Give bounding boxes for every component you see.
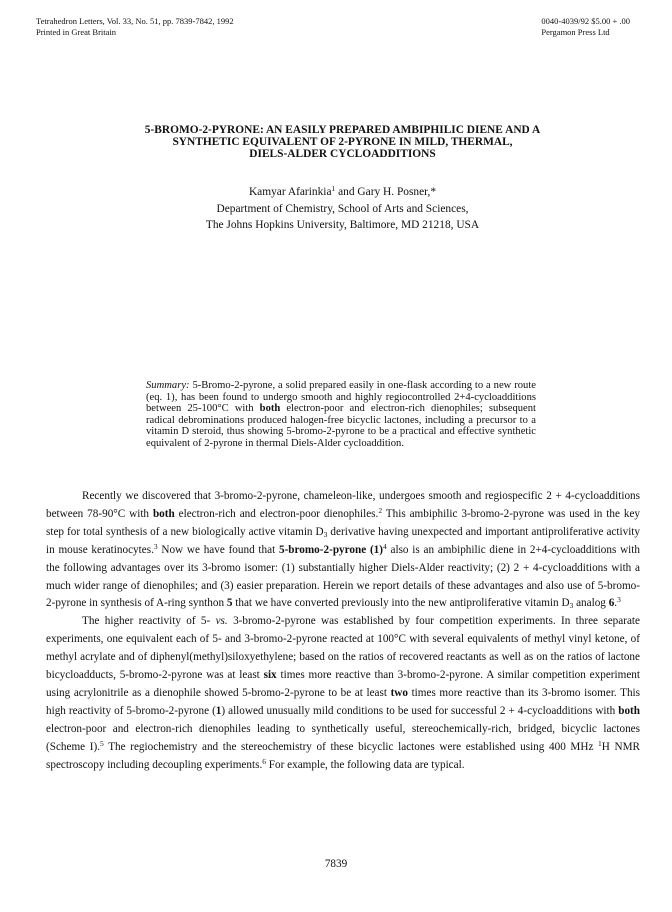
- emphasis: both: [259, 403, 281, 415]
- emphasis: both: [618, 704, 640, 717]
- subscript: 3: [569, 601, 574, 611]
- author-block: [90, 184, 595, 234]
- summary-text: 5-Bromo-2-pyrone, a solid prepared easily in one-flask according to a new route (eq. 1), has been found to undergo smooth and highly regiocontrolled 2+4-cycloadditions between 25-100°C with: [146, 380, 536, 415]
- text-run: analog: [573, 597, 609, 610]
- text-run: electron-rich and electron-poor dienophiles.: [174, 507, 379, 520]
- text-run: times more reactive than 3-bromo-2-pyrone. A similar competition experiment using acrylonitrile as a dienophile showed 5-bromo-2-pyrone to be at least: [46, 669, 640, 699]
- paragraph-1: [46, 488, 640, 613]
- body-text: [46, 488, 640, 775]
- paragraph-2: [46, 613, 640, 774]
- article-code: 0040-4039/92 $5.00 + .00: [541, 16, 630, 26]
- title-line: DIELS-ALDER CYCLOADDITIONS: [249, 148, 436, 161]
- journal-citation: Tetrahedron Letters, Vol. 33, No. 51, pp. 7839-7842, 1992: [36, 16, 234, 26]
- text-run: The regiochemistry and the stereochemistry of these bicyclic lactones were established using 400 MHz: [103, 740, 599, 753]
- text-run: times more reactive than its 3-bromo isomer. This high reactivity of 5-bromo-2-pyrone (: [46, 686, 640, 717]
- affiliation-line: The Johns Hopkins University, Baltimore, MD 21218, USA: [205, 219, 480, 231]
- text-run: The higher reactivity of 5-: [82, 615, 216, 628]
- running-header-right: [541, 16, 630, 37]
- footnote-ref: 3: [617, 595, 621, 605]
- page-number: 7839: [324, 858, 348, 870]
- text-run: For example, the following data are typical.: [266, 758, 465, 771]
- publisher: Pergamon Press Ltd: [541, 26, 610, 37]
- compound-number: 5: [226, 597, 233, 610]
- affiliation-line: Department of Chemistry, School of Arts and Sciences,: [216, 202, 469, 215]
- compound-number: 1: [215, 704, 222, 717]
- emphasis: 5-bromo-2-pyrone (1): [278, 543, 383, 556]
- footnote-ref: 4: [383, 541, 387, 551]
- title-line: 5-BROMO-2-PYRONE: AN EASILY PREPARED AMBIPHILIC DIENE AND A: [144, 124, 541, 136]
- footnote-ref: 5: [100, 738, 104, 748]
- text-run: electron-poor and electron-rich dienophiles leading to synthetically useful, stereochemically-rich, bridged, bicyclic lactones (Scheme I).: [46, 722, 640, 753]
- footnote-ref: 1: [331, 184, 336, 193]
- emphasis: two: [390, 686, 408, 699]
- text-run: H NMR spectroscopy including decoupling experiments.: [46, 740, 640, 771]
- text-run: 3-bromo-2-pyrone was established by four competition experiments. In three separate experiments, one equivalent each of 5- and 3-bromo-2-pyrone reacted at 100°C with several equivalents of methyl vinyl ketone, of methyl acrylate and of diphenyl(methyl)siloxyethylene; based on the ratios of recovered reactants as well as on the ratios of lactone bicycloadducts, 5-bromo-2-pyrone was at least: [46, 615, 640, 682]
- italic-text: vs.: [215, 615, 228, 628]
- footnote-ref: 3: [153, 541, 158, 551]
- author-name: Kamyar Afarinkia: [248, 186, 332, 198]
- emphasis: six: [263, 669, 277, 682]
- text-run: This ambiphilic 3-bromo-2-pyrone was used in the key step for total synthesis of a new biologically active vitamin D: [46, 507, 641, 538]
- text-run: .: [614, 597, 618, 610]
- text-run: Now we have found that: [157, 543, 279, 556]
- running-header-left: [36, 16, 234, 37]
- compound-number: 6: [608, 597, 615, 610]
- text-run: also is an ambiphilic diene in 2+4-cycloadditions with the following advantages over its 3-bromo isomer: (1) substantially higher Diels-Alder reactivity; (2) 2 + 4-cycloadditions with a much wider range of dienophiles; and (3) easier preparation. Herein we report details of these advantages and also use of 5-bromo-2-pyrone in synthesis of A-ring synthon: [46, 543, 640, 610]
- printed-location: Printed in Great Britain: [36, 26, 117, 37]
- author-name: and Gary H. Posner,*: [335, 186, 437, 198]
- text-run: derivative having unexpected and important antiproliferative activity in mouse keratinocytes.: [46, 525, 640, 556]
- subscript: 3: [323, 529, 328, 539]
- summary-label: Summary:: [146, 380, 190, 391]
- superscript: 1: [598, 738, 602, 748]
- footnote-ref: 6: [262, 756, 266, 766]
- text-run: that we have converted previously into the new antiproliferative vitamin D: [232, 597, 570, 610]
- emphasis: both: [152, 507, 175, 520]
- text-run: ) allowed unusually mild conditions to be used for successful 2 + 4-cycloadditions with: [221, 704, 619, 717]
- paper-title: [90, 124, 595, 161]
- author-names: [90, 184, 595, 201]
- summary-abstract: [146, 380, 536, 450]
- text-run: Recently we discovered that 3-bromo-2-pyrone, chameleon-like, undergoes smooth and regiospecific 2 + 4-cycloadditions between 78-90°C with: [46, 490, 640, 520]
- title-line: SYNTHETIC EQUIVALENT OF 2-PYRONE IN MILD, THERMAL,: [172, 136, 513, 149]
- summary-text: electron-poor and electron-rich dienophiles; subsequent radical debrominations produced halogen-free bicyclic lactones, including a precursor to a vitamin D steroid, thus showing 5-bromo-2-pyrone to be a practical and effective synthetic equivalent of 2-pyrone in thermal Diels-Alder cycloaddition.: [146, 403, 536, 449]
- footnote-ref: 2: [378, 505, 383, 515]
